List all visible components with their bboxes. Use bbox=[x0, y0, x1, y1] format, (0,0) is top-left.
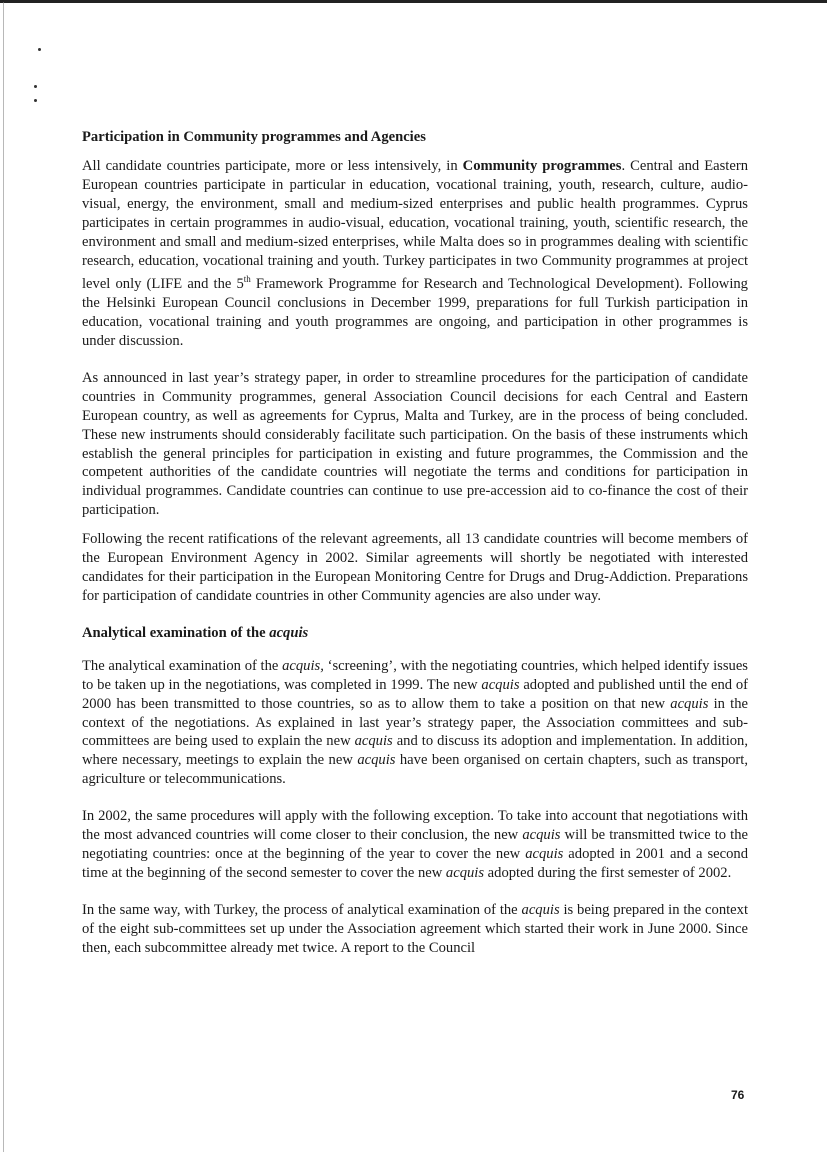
text-run: As announced in last year’s strategy paper, in order to streamline procedures for the participation of candidate countries in Community programmes, general Association Council decisions for each Central and Eastern European country, as well as agreements for Cyprus, Malta and Turkey, are in the process of being concluded. These new instruments should considerably facilitate such participation. On the basis of these instruments which establish the general principles for participation in existing and future programmes, the Commission and the competent authorities of the candidate countries will negotiate the terms and conditions for participation in individual programmes. Candidate countries can continue to use pre-accession aid to co-finance the cost of their participation. bbox=[82, 369, 748, 519]
text-run: Analytical examination of the bbox=[82, 624, 270, 641]
text-run: adopted and published until the end of 2000 has been transmitted to those countries, so as to allow them to take a position on that new bbox=[82, 676, 749, 712]
text-run: Framework Programme for Research and Technological Development). Following the Helsinki European Council conclusions in December 1999, preparations for full Turkish participation in education, vocational training and youth programmes are ongoing, and participation in other programmes is under discussion. bbox=[82, 276, 748, 350]
text-run: Community programmes bbox=[462, 158, 622, 174]
text-run: In 2002, the same procedures will apply with the following exception. To take into account that negotiations with the most advanced countries will come closer to their conclusion, the new bbox=[82, 808, 748, 844]
text-run: acquis bbox=[269, 624, 309, 641]
paragraph-streamline-procedures bbox=[82, 369, 748, 520]
text-run: acquis, bbox=[282, 657, 324, 674]
text-run: acquis bbox=[354, 733, 393, 750]
text-run: th bbox=[243, 274, 251, 285]
section-heading-participation: Participation in Community programmes and Agencies bbox=[82, 129, 426, 145]
text-run: acquis bbox=[670, 695, 709, 712]
scan-speck bbox=[34, 85, 37, 88]
text-run: In the same way, with Turkey, the process of analytical examination of the bbox=[82, 901, 522, 918]
text-run: Following the recent ratifications of the relevant agreements, all 13 candidate countries will become members of the European Environment Agency in 2002. Similar agreements will shortly be negotiated with interested candidates for their participation in the European Monitoring Centre for Drugs and Drug-Addiction. Preparations for participation of candidate countries in other Community agencies are also under way. bbox=[82, 531, 748, 604]
text-run: All candidate countries participate, more or less intensively, in bbox=[82, 158, 463, 174]
scan-speck bbox=[34, 99, 37, 102]
scan-speck bbox=[38, 48, 41, 51]
text-run: will be transmitted twice to the negotiating countries: once at the beginning of the year to cover the new bbox=[82, 827, 748, 862]
paragraph-community-programmes bbox=[82, 157, 748, 351]
paragraph-environment-agency bbox=[82, 530, 748, 606]
text-run: acquis bbox=[521, 901, 560, 918]
text-run: acquis bbox=[445, 864, 485, 881]
document-page bbox=[82, 128, 748, 957]
left-scan-border bbox=[3, 2, 4, 1152]
text-run: acquis bbox=[357, 752, 396, 769]
text-run: in the context of the negotiations. As explained in last year’s strategy paper, the Association committees and sub-committees are being used to explain the new bbox=[82, 695, 749, 750]
text-run: ‘screening’, with the negotiating countries, which helped identify issues to be taken up in the negotiations, was completed in 1999. The new bbox=[82, 657, 748, 693]
text-run: adopted in 2001 and a second time at the beginning of the second semester to cover the new bbox=[82, 845, 748, 881]
text-run: adopted during the first semester of 2002. bbox=[484, 864, 732, 881]
text-run: . Central and Eastern European countries participate in particular in education, vocational training, youth, research, culture, audio-visual, energy, the environment, small and medium-sized enterprises and public health programmes. Cyprus participates in certain programmes in audio-visual, education, vocational training, youth, scientific research, the environment and small and medium-sized enterprises, while Malta does so in programmes dealing with scientific research, education, vocational training and youth. Turkey participates in two Community programmes at project level only (LIFE and the 5 bbox=[82, 158, 748, 293]
text-run: is being prepared in the context of the eight sub-committees set up under the Association agreement which started their work in June 2000. Since then, each subcommittee already met twice. A report to the Council bbox=[82, 901, 748, 956]
paragraph-turkey bbox=[82, 901, 748, 958]
text-run: acquis bbox=[481, 676, 520, 693]
text-run: have been organised on certain chapters, such as transport, agriculture or telecommunications. bbox=[82, 752, 748, 788]
text-run: and to discuss its adoption and implementation. In addition, where necessary, meetings to explain the new bbox=[82, 733, 748, 769]
paragraph-screening bbox=[82, 657, 748, 789]
section-heading-analytical-examination bbox=[82, 624, 748, 643]
text-run: acquis bbox=[525, 845, 564, 862]
text-run: acquis bbox=[522, 827, 561, 844]
text-run: The analytical examination of the bbox=[82, 657, 283, 674]
paragraph-2002-procedures bbox=[82, 807, 748, 883]
top-scan-border bbox=[0, 0, 827, 3]
page-number: 76 bbox=[731, 1088, 745, 1102]
